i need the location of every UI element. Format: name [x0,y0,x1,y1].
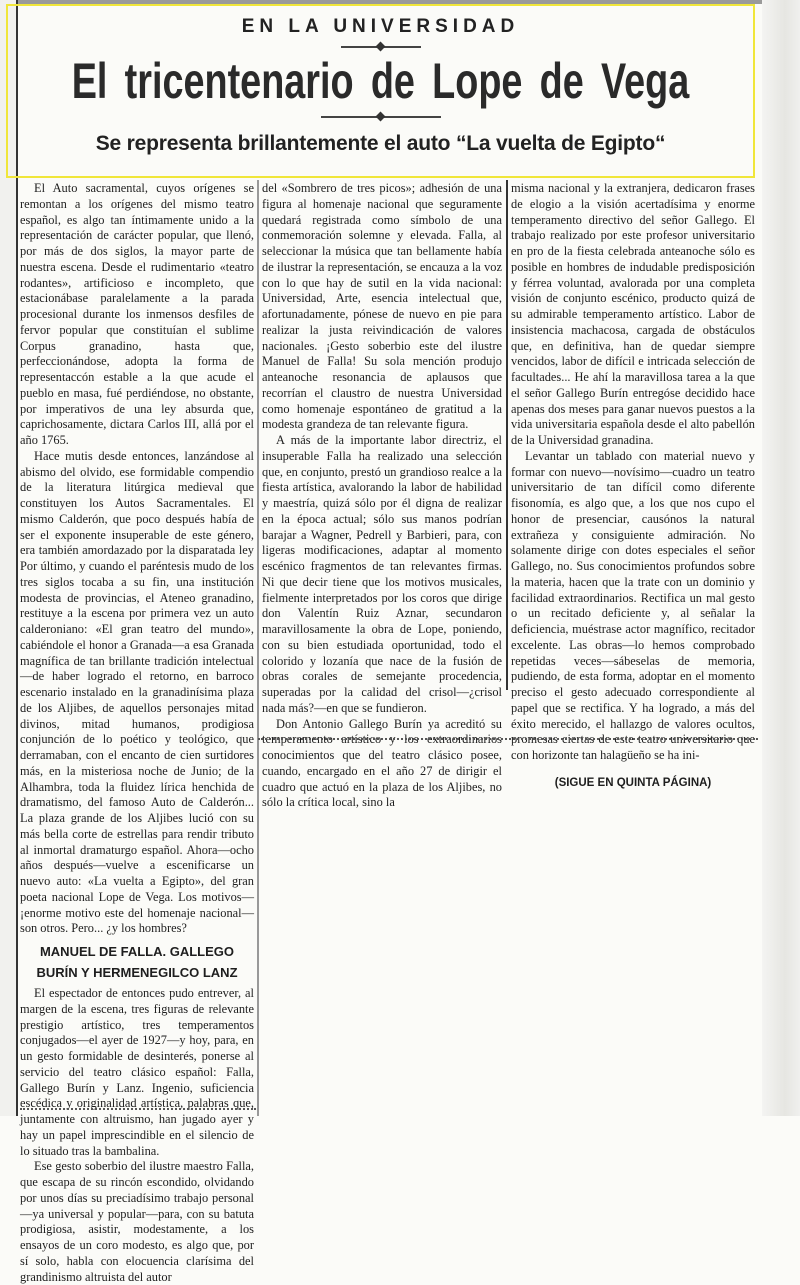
paragraph: A más de la importante labor directriz, el insuperable Falla ha realizado una selección que, en conjunto, prestó un grandioso realce a la fiesta artística, avalorando la labor de habilidad y maestría, quizá sólo por él digna de realizar en la época actual; sólo sus manos podrían barajar a Wagner, Pedrell y Barbieri, para, con ligeras modificaciones, adaptar al momento escénico fragmentos de tan relevantes firmas. Ni que decir tiene que los motivos musicales, fielmente interpretados por los coros que dirige don Valentín Ruiz Aznar, secundaron maravillosamente la obra de Lope, poniendo, con su bien estudiada oportunidad, todo el colorido y lozanía que nace de la fusión de obras corales de semejante procedencia, superadas por la calidad del crisol—¿crisol nada más?—en que se fundieron. [262,433,502,715]
column-rule [257,180,259,1116]
section-kicker: EN LA UNIVERSIDAD [241,16,520,37]
headline-block [6,4,755,178]
paragraph: Levantar un tablado con material nuevo y formar con nuevo—novísimo—cuadro un teatro universitario de tan difícil como diferente fisonomía, es algo que, a los que nos cupo el honor de presenciar, causónos la natural extrañeza y consiguiente admiración. No solamente dirige con dotes especiales el señor Gallego, no. Sus conocimientos profundos sobre la materia, hacen que la trate con un dominio y facilidad extraordinarios. Rectifica un mal gesto o un recitado deficiente y, al señalar la deficiencia, muéstrase actor magnífico, recitador excelente. Las obras—lo hemos comprobado repetidas veces—sábeselas de memoria, pudiendo, de esta forma, adoptar en el momento preciso el gesto adecuado correspondiente al papel que se rectifica. Y ha logrado, a más del éxito merecido, el hallazgo de valores ocultos, promesas ciertas de este teatro universitario que con horizonte tan halagüeño se ha ini- [511,448,755,762]
section-subhead: MANUEL DE FALLA. GALLEGO BURÍN Y HERMENEGILCO LANZ [36,944,238,980]
ornament-divider [321,116,441,118]
paragraph: Ese gesto soberbio del ilustre maestro Falla, que escapa de su rincón escondido, olvidando por unos días su preciadísimo trabajo personal—ya universal y popular—para, con su batuta prodigiosa, asistir, modestamente, a los ensayos de un coro modesto, es algo que, por sí solo, habla con elocuencia clarísima del grandinismo altruista del autor [20,1159,254,1284]
column-3 [511,181,755,792]
paragraph: El Auto sacramental, cuyos orígenes se remontan a los orígenes del mismo teatro español, es algo tan íntimamente unido a la representación de carácter popular, que llenó, por más de dos siglos, la mayor parte de nuestra escena. Desde el rudimentario «teatro rodantes», artificioso e incompleto, que estacionábase paralelamente a la parada procesional durante los inmensos desfiles de fervor popular que constituían el sublime Corpus granadino, hasta que, perfeccionándose, adopta la forma de representaccón estable a la que acude el pueblo en masa, fué perdiéndose, no obstante, por imperativos de una ley absurda que, caprichosamente, dictara Carlos III, allá por el año 1765. [20,181,254,447]
headline: El tricentenario de Lope de Vega [71,51,690,109]
continuation-note: (SIGUE EN QUINTA PÁGINA) [554,776,712,789]
subheadline: Se representa brillantemente el auto “La vuelta de Egipto“ [95,132,666,155]
bottom-border [20,1104,256,1110]
column-rule [506,180,508,690]
bottom-border [258,734,758,740]
column-2 [262,181,502,811]
paragraph: El espectador de entonces pudo entrever, al margen de la escena, tres figuras de relevante prestigio artístico, tres temperamentos conjugados—el ayer de 1927—y hoy, para, en un gesto formidable de desinterés, ponerse al servicio del teatro clásico español: Falla, Gallego Burín y Lanz. Ingenio, suficiencia escédica y originalidad artística, palabras que, juntamente con altruismo, han jugado ayer y hay un papel imprescindible en el silencio de lo situado tras la bambalina. [20,986,254,1158]
paragraph: del «Sombrero de tres picos»; adhesión de una figura al homenaje nacional que seguramente quedará registrada como símbolo de una conmemoración solemne y elevada. Falla, al seleccionar la música que tan bellamente había de ilustrar la representación, se encauza a la voz con lo que hay de sutil en la vida nacional: Universidad, Arte, esencia intelectual que, afortunadamente, pónese de nuevo en pie para realizar la justa reivindicación de valores nacionales. ¡Gesto soberbio este del ilustre Manuel de Falla! Su sola mención produjo anteanoche resonancia de aplausos que recorrían el claustro de nuestra Universidad como homenaje espontáneo de gratitud a la modesta grandeza de tan relevante figura. [262,181,502,432]
paragraph: Hace mutis desde entonces, lanzándose al abismo del olvido, ese formidable compendio de la literatura litúrgica medieval que constituyen los Autos Sacramentales. El mismo Calderón, que poco después había de ser el exponente insuperable de este género, era también amordazado por la disparatada ley Por último, y cuando el paréntesis mudo de los tres siglos tocaba a su fin, una institución modesta de provincias, el Ateneo granadino, restituye a la escena por primera vez un auto calderoniano: «El gran teatro del mundo», cabiéndole el honor a Granada—a esa Granada magnífica de tan brillante tradición intelectual—de haber logrado el retorno, en barroco escenario instalado en la granadinísima plaza de los Aljibes, de aquellos personajes mitad divinos, mitad humanos, prodigiosa conjunción de lo poético y teológico, que derramaban, con el encanto de cien surtidores más, en la misteriosa noche de Junio; de la Alhambra, toda la fluidez lírica henchida de dramatismo, del famoso Auto de Calderón... La plaza grande de los Aljibes lució con su más bella corte de estrellas para rendir tributo al inmortal dramaturgo español. Ahora—ocho años después—vuelve a escenificarse un nuevo auto: «La vuelta a Egipto», del gran poeta nacional Lope de Vega. Los motivos—¡enorme motivo este del homenaje nacional—son otros. Pero... ¿y los hombres? [20,448,254,936]
right-margin-strip [762,0,800,1116]
paragraph: Don Antonio Gallego Burín ya acreditó su temperamento artístico y los extraordinarios conocimientos que del teatro clásico posee, cuando, encargado en el año 27 de dirigir el cuadro que actuó en la plaza de los Aljibes, no sólo la crítica local, sino la [262,716,502,810]
column-1 [20,181,254,1285]
paragraph: misma nacional y la extranjera, dedicaron frases de elogio a la visión acertadísima y enorme temperamento directivo del señor Gallego. El trabajo realizado por este profesor universitario en pro de la fiesta celebrada anteanoche sólo es posible en hombres de indudable predisposición y férrea voluntad, avalorada por una completa visión de conjunto escénico, producto quizá de su admirable temperamento artístico. Labor de insistencia machacosa, cargada de obstáculos que, en definitiva, han de quedar siempre vencidos, labor de difícil e intricada selección de facultades... He ahí la maravillosa tarea a la que el señor Gallego Burín entregóse decidido hace apenas dos meses para ganar nuevos puestos a la vida universitaria española desde el alto pabellón de la Universidad granadina. [511,181,755,447]
ornament-divider [341,46,421,48]
